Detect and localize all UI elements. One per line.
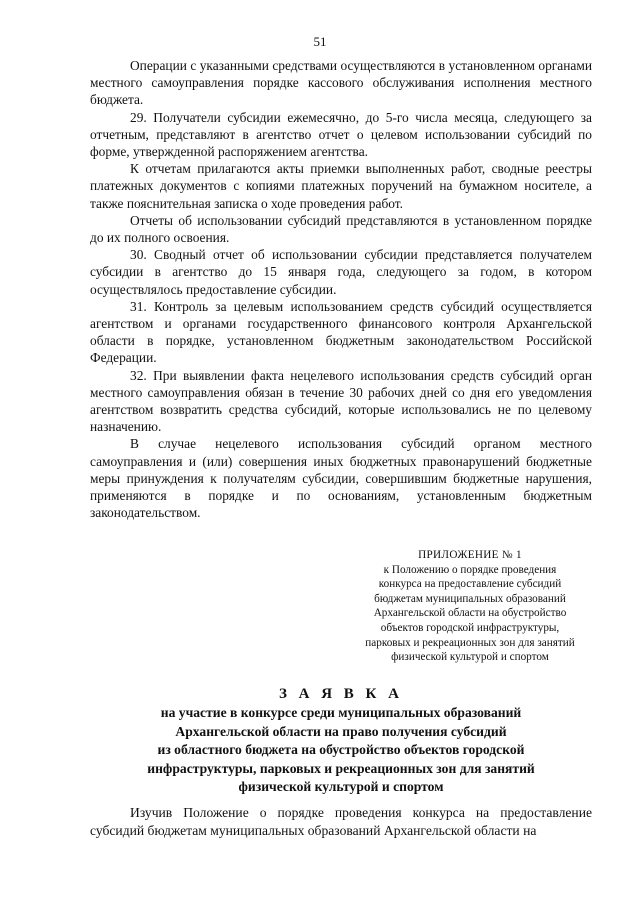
title-line: Архангельской области на право получения субсидий <box>175 723 507 739</box>
appendix-line: парковых и рекреационных зон для занятий <box>365 636 575 649</box>
body-text <box>90 57 592 521</box>
paragraph: Отчеты об использовании субсидий представляются в установленном порядке до их полного освоения. <box>90 212 592 246</box>
appendix-note <box>320 548 620 665</box>
title-word: З А Я В К А <box>278 686 404 702</box>
appendix-heading: ПРИЛОЖЕНИЕ № 1 <box>418 549 522 561</box>
title-line: физической культурой и спортом <box>238 779 444 795</box>
paragraph: 31. Контроль за целевым использованием средств субсидий осуществляется агентством и органами государственного финансового контроля Архангельской области в порядке, установленном бюджетным законодательством Российской Федерации. <box>90 298 592 366</box>
page-number: 51 <box>313 34 327 49</box>
paragraph: 32. При выявлении факта нецелевого использования средств субсидий орган местного самоуправления обязан в течение 30 рабочих дней со дня его уведомления агентством возвратить средства субсидий, которые использовались не по целевому назначению. <box>90 367 592 435</box>
paragraph: В случае нецелевого использования субсидий органом местного самоуправления и (или) совершения иных бюджетных правонарушений бюджетные меры принуждения к получателям субсидии, совершившим бюджетные нарушения, применяются в порядке и по основаниям, установленным бюджетным законодательством. <box>90 436 592 521</box>
appendix-line: Архангельской области на обустройство <box>373 607 567 620</box>
appendix-line: к Положению о порядке проведения <box>383 563 557 576</box>
appendix-line: физической культурой и спортом <box>391 651 549 664</box>
paragraph: Операции с указанными средствами осуществляются в установленном органами местного самоуправления порядке кассового обслуживания исполнения местного бюджета. <box>90 58 592 108</box>
title-line: на участие в конкурсе среди муниципальных образований <box>160 705 522 720</box>
appendix-line: бюджетам муниципальных образований <box>374 592 566 605</box>
paragraph: 29. Получатели субсидии ежемесячно, до 5-го числа месяца, следующего за отчетным, представляют в агентство отчет о целевом использовании субсидий по форме, утвержденной распоряжением агентства. <box>90 109 592 160</box>
application-title <box>90 684 592 797</box>
closing-text <box>90 804 592 840</box>
title-line: инфраструктуры, парковых и рекреационных зон для занятий <box>147 760 535 776</box>
appendix-line: объектов городской инфраструктуры, <box>380 621 560 634</box>
title-line: из областного бюджета на обустройство объектов городской <box>157 742 525 758</box>
closing-paragraph: Изучив Положение о порядке проведения конкурса на предоставление субсидий бюджетам муниципальных образований Архангельской области на <box>90 805 592 838</box>
paragraph: 30. Сводный отчет об использовании субсидии представляется получателем субсидии в агентство до 15 января года, следующего за годом, в котором осуществлялось предоставление субсидии. <box>90 247 592 297</box>
paragraph: К отчетам прилагаются акты приемки выполненных работ, сводные реестры платежных документов с копиями платежных поручений на бумажном носителе, а также пояснительная записка о ходе проведения работ. <box>90 161 592 211</box>
appendix-line: конкурса на предоставление субсидий <box>378 578 562 591</box>
